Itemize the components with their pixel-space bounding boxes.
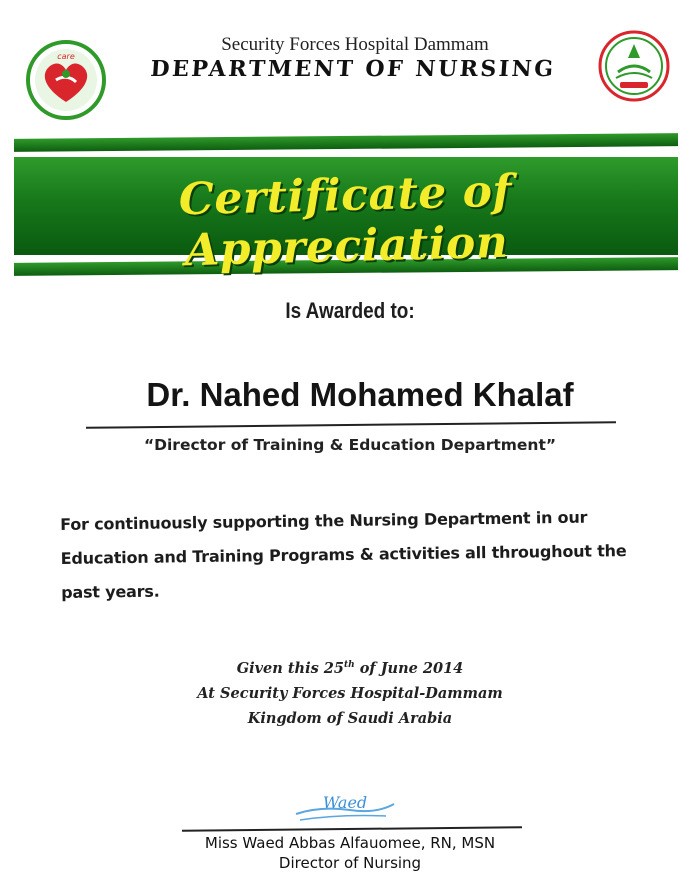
logo-left-text: care xyxy=(57,52,75,61)
signatory-role: Director of Nursing xyxy=(278,854,422,872)
signatory-name: Miss Waed Abbas Alfauomee, RN, MSN xyxy=(204,834,496,852)
given-country: Kingdom of Saudi Arabia xyxy=(247,710,453,727)
department-name: DEPARTMENT OF NURSING xyxy=(149,56,557,82)
hospital-name: Security Forces Hospital Dammam xyxy=(221,34,489,55)
given-date-suffix: of June 2014 xyxy=(354,660,464,677)
given-date-prefix: Given this 25 xyxy=(236,660,344,677)
emblem-logo-icon xyxy=(598,30,670,102)
recipient-title: “Director of Training & Education Department” xyxy=(143,436,557,454)
appreciation-reason: For continuously supporting the Nursing Department in our Education and Training Programs & activities all throughout the past years. xyxy=(60,507,627,602)
given-date xyxy=(150,660,550,677)
awarded-to-label: Is Awarded to: xyxy=(285,298,415,323)
certificate-title: Certificate of Appreciation xyxy=(178,165,513,277)
given-place: At Security Forces Hospital-Dammam xyxy=(197,685,503,702)
name-underline xyxy=(86,421,616,429)
signature-text: Waed xyxy=(322,793,368,812)
signature-line xyxy=(182,826,522,831)
banner-top-stripe xyxy=(14,133,678,152)
given-date-ordinal: th xyxy=(343,660,355,671)
recipient-name: Dr. Nahed Mohamed Khalaf xyxy=(146,376,574,413)
care-logo-icon xyxy=(26,40,106,120)
signature-icon xyxy=(290,784,400,824)
